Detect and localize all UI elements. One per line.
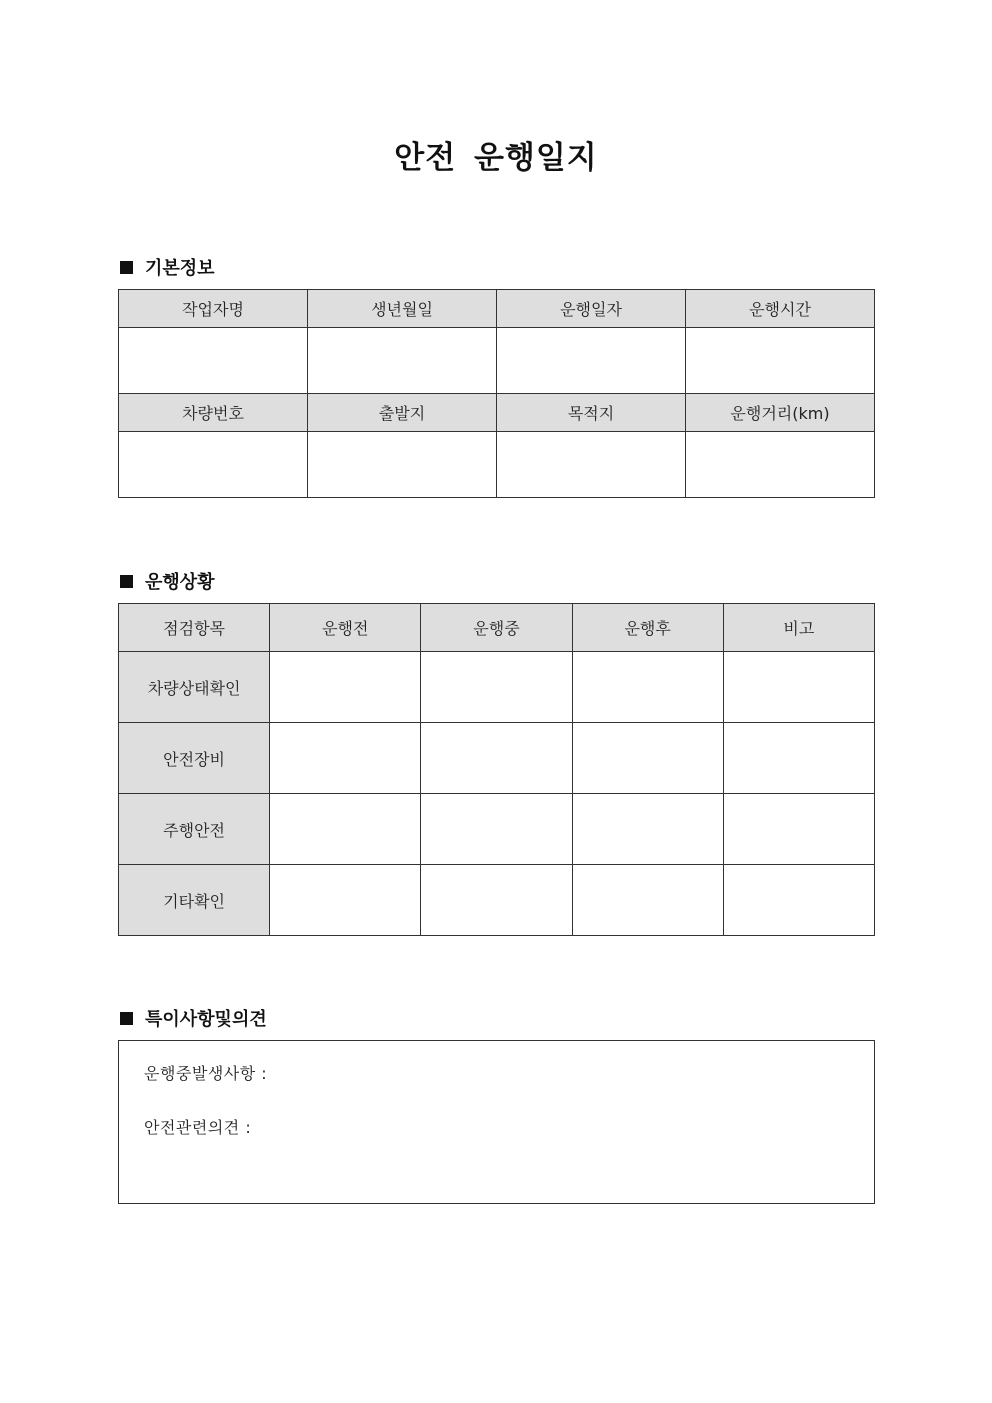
section-heading-status: [120, 568, 215, 594]
header-cell-after: 운행후: [572, 604, 723, 652]
input-cell-departure[interactable]: [308, 432, 497, 498]
input-cell[interactable]: [572, 652, 723, 723]
header-cell-worker-name: 작업자명: [119, 290, 308, 328]
square-bullet-icon: [120, 575, 133, 588]
input-cell-distance[interactable]: [686, 432, 875, 498]
input-cell-birth-date[interactable]: [308, 328, 497, 394]
section-heading-basic: [120, 254, 215, 280]
input-cell-drive-date[interactable]: [497, 328, 686, 394]
section-heading-label: 운행상황: [145, 572, 215, 593]
input-cell[interactable]: [421, 652, 572, 723]
square-bullet-icon: [120, 261, 133, 274]
input-cell-destination[interactable]: [497, 432, 686, 498]
input-cell[interactable]: [572, 723, 723, 794]
input-cell-vehicle-number[interactable]: [119, 432, 308, 498]
input-cell[interactable]: [572, 794, 723, 865]
input-cell[interactable]: [270, 723, 421, 794]
header-cell-check-item: 점검항목: [119, 604, 270, 652]
header-cell-drive-date: 운행일자: [497, 290, 686, 328]
header-cell-birth-date: 생년월일: [308, 290, 497, 328]
header-cell-destination: 목적지: [497, 394, 686, 432]
header-cell-during: 운행중: [421, 604, 572, 652]
input-cell-worker-name[interactable]: [119, 328, 308, 394]
table-row: [119, 865, 875, 936]
input-cell-drive-time[interactable]: [686, 328, 875, 394]
drive-status-table: [118, 603, 875, 936]
section-heading-label: 특이사항및의견: [145, 1009, 267, 1030]
notes-box[interactable]: [118, 1040, 875, 1204]
header-cell-departure: 출발지: [308, 394, 497, 432]
table-row: [119, 652, 875, 723]
input-cell[interactable]: [421, 794, 572, 865]
input-cell[interactable]: [723, 865, 874, 936]
page-title: 안전 운행일지: [394, 140, 598, 176]
input-cell[interactable]: [270, 794, 421, 865]
header-cell-vehicle-number: 차량번호: [119, 394, 308, 432]
note-line-incidents: 운행중발생사항 :: [144, 1064, 268, 1083]
header-cell-before: 운행전: [270, 604, 421, 652]
basic-info-table: [118, 289, 875, 498]
input-cell[interactable]: [572, 865, 723, 936]
row-label-safety-equipment: 안전장비: [119, 723, 270, 794]
input-cell[interactable]: [421, 865, 572, 936]
table-row: [119, 794, 875, 865]
header-cell-drive-time: 운행시간: [686, 290, 875, 328]
note-line-safety-opinion: 안전관련의견 :: [144, 1118, 252, 1137]
input-cell[interactable]: [723, 723, 874, 794]
input-cell[interactable]: [723, 794, 874, 865]
input-cell[interactable]: [270, 865, 421, 936]
table-row: [119, 723, 875, 794]
row-label-driving-safety: 주행안전: [119, 794, 270, 865]
square-bullet-icon: [120, 1012, 133, 1025]
header-cell-remarks: 비고: [723, 604, 874, 652]
section-heading-notes: [120, 1005, 267, 1031]
row-label-vehicle-condition: 차량상태확인: [119, 652, 270, 723]
header-cell-distance: 운행거리(km): [686, 394, 875, 432]
input-cell[interactable]: [270, 652, 421, 723]
input-cell[interactable]: [723, 652, 874, 723]
input-cell[interactable]: [421, 723, 572, 794]
section-heading-label: 기본정보: [145, 258, 215, 279]
row-label-other-check: 기타확인: [119, 865, 270, 936]
